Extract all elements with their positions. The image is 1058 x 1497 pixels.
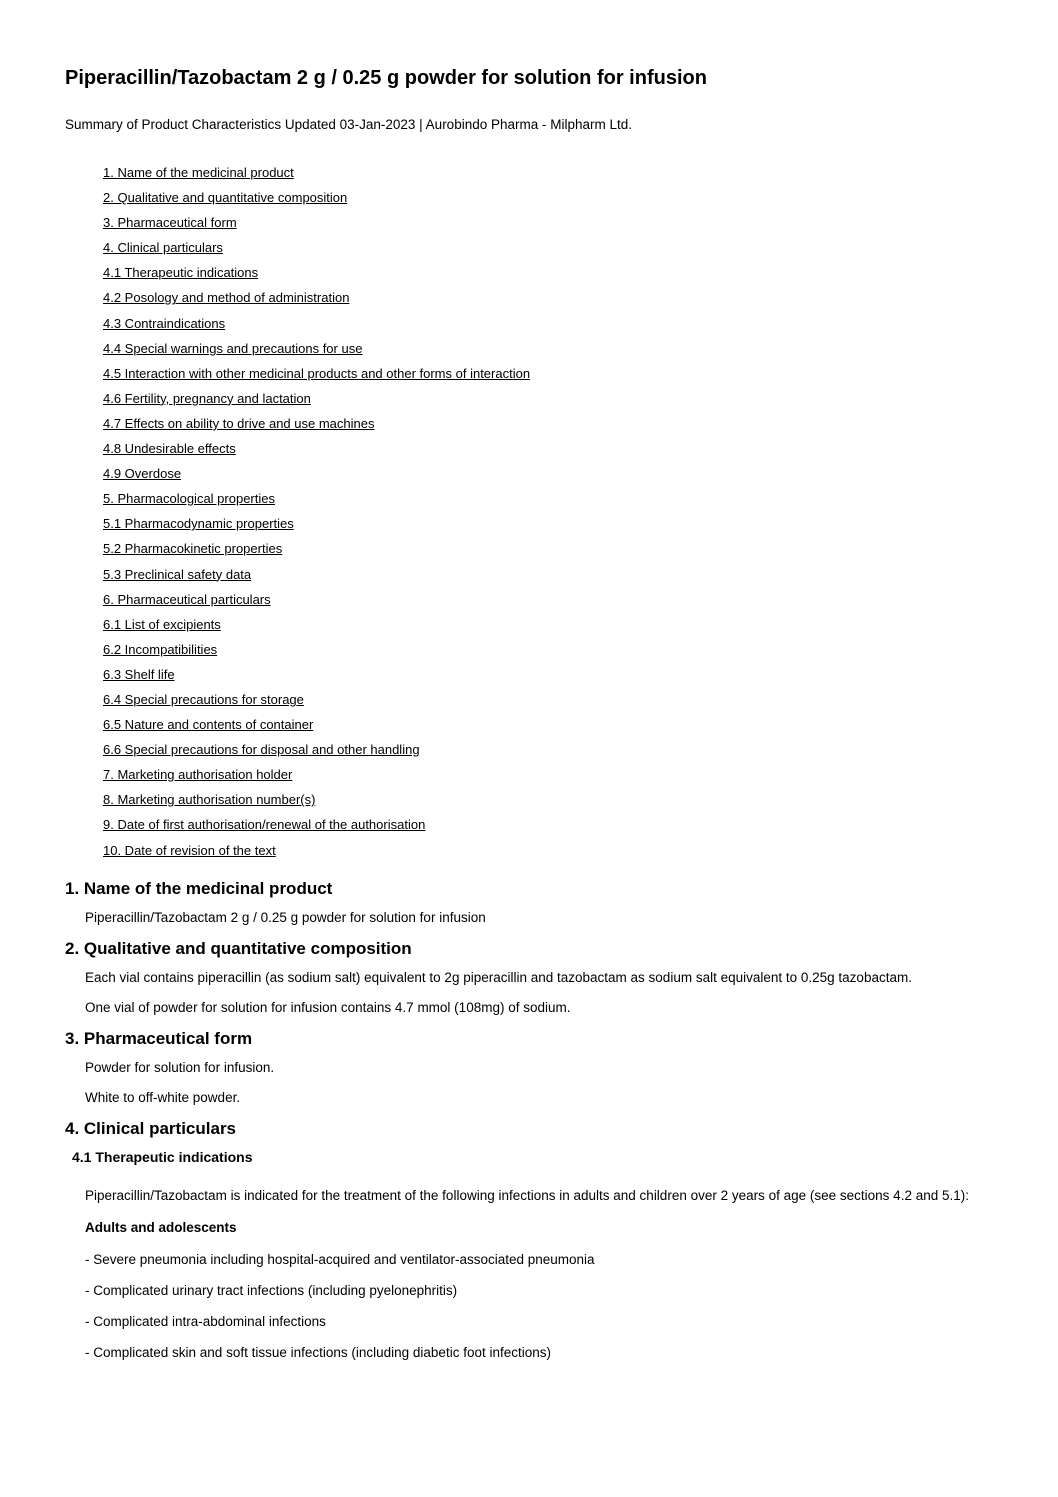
indication-item-intra-abdominal-infections: - Complicated intra-abdominal infections <box>85 1313 326 1329</box>
section-2-heading: 2. Qualitative and quantitative composition <box>65 938 412 958</box>
toc-link-4-6[interactable]: 4.6 Fertility, pregnancy and lactation <box>103 390 311 406</box>
section-1-heading: 1. Name of the medicinal product <box>65 878 333 898</box>
document-body <box>65 878 992 1363</box>
indication-item-severe-pneumonia: - Severe pneumonia including hospital-acquired and ventilator-associated pneumonia <box>85 1251 595 1267</box>
section-4-clinical-particulars <box>65 1118 992 1363</box>
toc-link-6-2[interactable]: 6.2 Incompatibilities <box>103 641 218 657</box>
toc-link-3[interactable]: 3. Pharmaceutical form <box>103 215 237 231</box>
page-title: Piperacillin/Tazobactam 2 g / 0.25 g powder for solution for infusion <box>65 67 707 89</box>
toc-link-5-2[interactable]: 5.2 Pharmacokinetic properties <box>103 541 283 557</box>
toc-link-4-9[interactable]: 4.9 Overdose <box>103 466 182 482</box>
section-4-1-subheading: Adults and adolescents <box>85 1219 237 1235</box>
section-3-paragraph-1: Powder for solution for infusion. <box>85 1059 275 1075</box>
indication-item-skin-soft-tissue-infections: - Complicated skin and soft tissue infections (including diabetic foot infections) <box>85 1344 551 1360</box>
toc-link-6-5[interactable]: 6.5 Nature and contents of container <box>103 717 314 733</box>
section-1-name-of-medicinal-product <box>65 878 992 928</box>
toc-link-10[interactable]: 10. Date of revision of the text <box>103 842 276 858</box>
toc-link-6-3[interactable]: 6.3 Shelf life <box>103 666 175 682</box>
toc-link-2[interactable]: 2. Qualitative and quantitative composition <box>103 190 348 206</box>
toc-link-9[interactable]: 9. Date of first authorisation/renewal of the authorisation <box>103 817 426 833</box>
toc-link-4-3[interactable]: 4.3 Contraindications <box>103 315 226 331</box>
toc-link-4-2[interactable]: 4.2 Posology and method of administration <box>103 290 350 306</box>
toc-link-4-7[interactable]: 4.7 Effects on ability to drive and use machines <box>103 415 375 431</box>
indication-item-urinary-tract-infections: - Complicated urinary tract infections (including pyelonephritis) <box>85 1282 458 1298</box>
toc-link-4-8[interactable]: 4.8 Undesirable effects <box>103 441 236 457</box>
toc-link-1[interactable]: 1. Name of the medicinal product <box>103 165 294 180</box>
toc-link-8[interactable]: 8. Marketing authorisation number(s) <box>103 792 316 808</box>
toc-link-4-1[interactable]: 4.1 Therapeutic indications <box>103 265 259 281</box>
toc-link-6-1[interactable]: 6.1 List of excipients <box>103 616 221 632</box>
section-4-1-heading: 4.1 Therapeutic indications <box>72 1148 253 1165</box>
toc-link-6-4[interactable]: 6.4 Special precautions for storage <box>103 691 304 707</box>
document-subtitle: Summary of Product Characteristics Updated 03-Jan-2023 | Aurobindo Pharma - Milpharm Ltd. <box>65 117 633 132</box>
section-2-paragraph-2: One vial of powder for solution for infusion contains 4.7 mmol (108mg) of sodium. <box>85 999 571 1015</box>
section-3-heading: 3. Pharmaceutical form <box>65 1028 253 1048</box>
section-2-paragraph-1: Each vial contains piperacillin (as sodium salt) equivalent to 2g piperacillin and tazobactam as sodium salt equivalent to 0.25g tazobactam. <box>85 969 912 985</box>
section-2-qualitative-quantitative-composition <box>65 938 992 1018</box>
toc-link-5[interactable]: 5. Pharmacological properties <box>103 491 275 507</box>
toc-link-7[interactable]: 7. Marketing authorisation holder <box>103 767 293 783</box>
section-3-pharmaceutical-form <box>65 1028 992 1108</box>
toc-link-5-3[interactable]: 5.3 Preclinical safety data <box>103 566 252 582</box>
section-4-1-intro: Piperacillin/Tazobactam is indicated for the treatment of the following infections in adults and children over 2 years of age (see sections 4.2 and 5.1): <box>85 1187 969 1203</box>
section-4-heading: 4. Clinical particulars <box>65 1118 237 1138</box>
toc-link-5-1[interactable]: 5.1 Pharmacodynamic properties <box>103 516 294 532</box>
toc-link-4-5[interactable]: 4.5 Interaction with other medicinal products and other forms of interaction <box>103 365 531 381</box>
toc-link-4[interactable]: 4. Clinical particulars <box>103 240 223 256</box>
toc-link-6[interactable]: 6. Pharmaceutical particulars <box>103 591 271 607</box>
table-of-contents <box>103 160 992 863</box>
toc-link-4-4[interactable]: 4.4 Special warnings and precautions for use <box>103 340 363 356</box>
section-3-paragraph-2: White to off-white powder. <box>85 1089 241 1105</box>
section-1-paragraph: Piperacillin/Tazobactam 2 g / 0.25 g powder for solution for infusion <box>85 909 486 925</box>
toc-link-6-6[interactable]: 6.6 Special precautions for disposal and other handling <box>103 742 420 758</box>
